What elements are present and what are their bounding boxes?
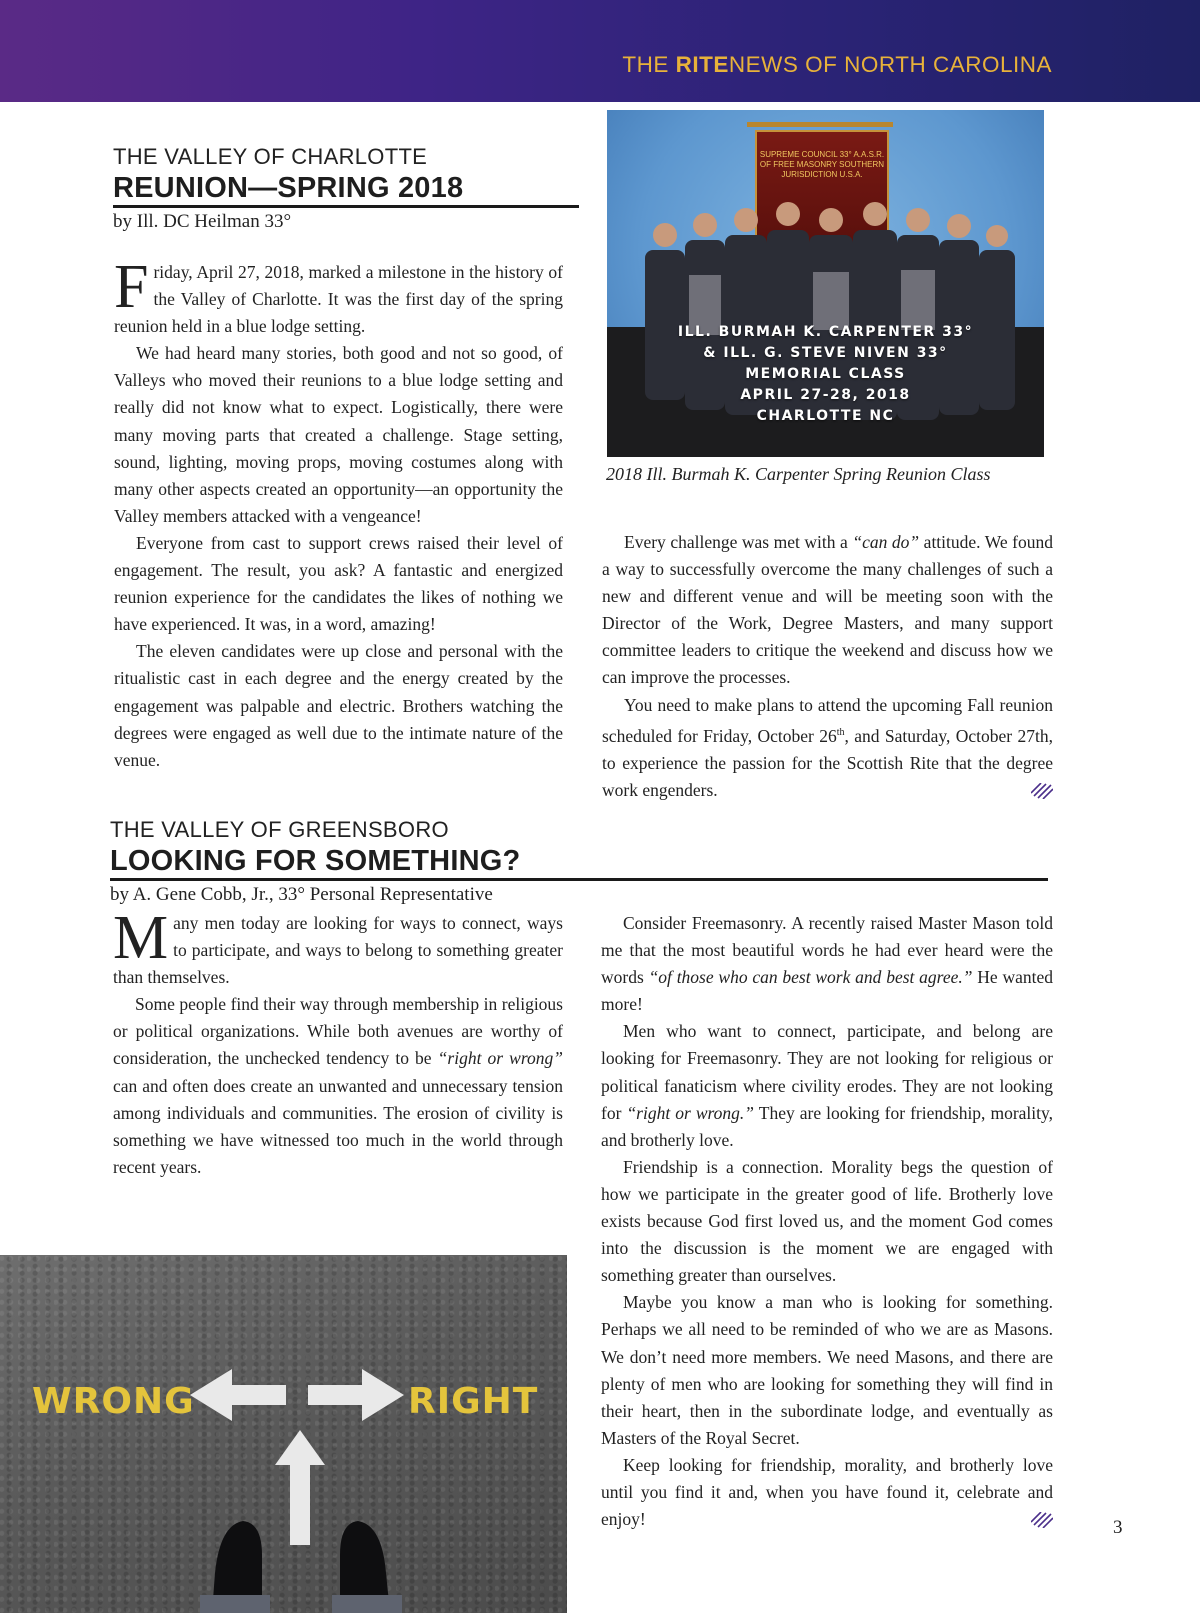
end-mark-icon xyxy=(1031,783,1053,799)
masthead xyxy=(622,52,1052,78)
article1-paragraph: Friday, April 27, 2018, marked a milestone in the history of the Valley of Charlotte. It was the first day of the spring reunion held in a blue lodge setting. xyxy=(114,253,563,337)
article1-byline: by Ill. DC Heilman 33° xyxy=(113,211,292,232)
article2-dropcap: M xyxy=(113,904,169,972)
article1-dropcap: F xyxy=(114,253,149,321)
article1-column-left xyxy=(114,253,563,774)
left-arrow-icon xyxy=(190,1369,286,1421)
masthead-the: THE xyxy=(622,52,676,77)
reunion-class-photo xyxy=(607,110,1044,457)
article1-heading xyxy=(113,144,579,233)
article2-paragraph: Keep looking for friendship, morality, and brotherly love until you find it and, when you have found it, celebrate and enjoy! xyxy=(601,1454,1053,1530)
road-arrows-and-shoes-illustration xyxy=(0,1255,567,1613)
right-sign-text: RIGHT xyxy=(408,1381,539,1422)
up-arrow-icon xyxy=(275,1430,325,1545)
banner-pole xyxy=(747,122,893,127)
article2-paragraph: Friendship is a connection. Morality begs the question of how we participate in the greater good of life. Brotherly love exists because God first loved us, and the moment God comes into the discussion is the moment we are engaged with something greater than ourselves. xyxy=(601,1156,1053,1286)
masthead-rite: RITE xyxy=(675,52,729,77)
article2-paragraph: Many men today are looking for ways to connect, ways to participate, and ways to belong to something greater than themselves. xyxy=(113,904,563,988)
article1-paragraph: Everyone from cast to support crews raised their level of engagement. The result, you ask? A fantastic and energized reunion experience for the candidates the likes of nothing we have experienced. It was, in a word, amazing! xyxy=(114,532,563,635)
article2-byline: by A. Gene Cobb, Jr., 33° Personal Representative xyxy=(110,884,493,905)
article1-paragraph: We had heard many stories, both good and not so good, of Valleys who moved their reunions to a blue lodge setting and really did not know what to expect. Logistically, there were many moving parts that created a challenge. Stage setting, sound, lighting, moving props, moving costumes along with many other aspects created an opportunity—an opportunity the Valley members attacked with a vengeance! xyxy=(114,343,563,526)
right-arrow-icon xyxy=(308,1369,404,1421)
article2-heading xyxy=(110,817,1048,906)
article2-paragraph: Consider Freemasonry. A recently raised Master Mason told me that the most beautiful words he had ever heard were the words “of those who can best work and best agree.” He wanted more! xyxy=(601,913,1053,1015)
article1-paragraph: Every challenge was met with a “can do” attitude. We found a way to successfully overcome the many challenges of such a new and different venue and will be meeting soon with the Director of the Work, Degree Masters, and many support committee leaders to critique the weekend and discuss how we can improve the processes. xyxy=(602,532,1053,688)
banner-text: SUPREME COUNCIL 33° A.A.S.R. OF FREE MASONRY SOUTHERN JURISDICTION U.S.A. xyxy=(759,150,885,179)
article1-valley: THE VALLEY OF CHARLOTTE xyxy=(113,144,428,169)
masthead-rest: NEWS OF NORTH CAROLINA xyxy=(728,52,1052,77)
header-band xyxy=(0,0,1200,102)
article1-column-right xyxy=(602,529,1053,804)
article2-paragraph: Men who want to connect, participate, and belong are looking for Freemasonry. They are not looking for religious or political fanaticism where civility erodes. They are not looking for “right or wrong.” They are looking for friendship, morality, and brotherly love. xyxy=(601,1021,1054,1150)
end-mark-icon xyxy=(1031,1512,1053,1528)
article2-title: LOOKING FOR SOMETHING? xyxy=(110,845,521,877)
article1-paragraph: The eleven candidates were up close and personal with the ritualistic cast in each degree and the energy created by the engagement was palpable and electric. Brothers watching the degrees were engaged as well due to the intimate nature of the venue. xyxy=(114,641,563,770)
article1-rule xyxy=(113,205,579,208)
article2-paragraph: Maybe you know a man who is looking for something. Perhaps we all need to be reminded of who we are as Masons. We don’t need more members. We need Masons, and there are plenty of men who are looking for something they will find in their heart, then in the subordinate lodge, and eventually as Masters of the Royal Secret. xyxy=(601,1292,1053,1448)
photo-overlay-text: ILL. BURMAH K. CARPENTER 33° & ILL. G. STEVE NIVEN 33° MEMORIAL CLASS APRIL 27-28, 2018 CHARLOTTE NC xyxy=(677,324,974,424)
photo-caption: 2018 Ill. Burmah K. Carpenter Spring Reunion Class xyxy=(606,464,991,484)
wrong-sign-text: WRONG xyxy=(32,1381,195,1422)
article2-rule xyxy=(110,878,1048,881)
article2-valley: THE VALLEY OF GREENSBORO xyxy=(110,817,449,842)
wrong-right-road-image xyxy=(0,1255,567,1613)
article2-paragraph: Some people find their way through membership in religious or political organizations. While both avenues are worthy of consideration, the unchecked tendency to be “right or wrong” can and often does create an unwanted and unnecessary tension among individuals and communities. The erosion of civility is something we have witnessed too much in the world through recent years. xyxy=(113,994,563,1177)
article1-paragraph: You need to make plans to attend the upcoming Fall reunion scheduled for Friday, October 26th, and Saturday, October 27th, to experience the passion for the Scottish Rite that the degree work engenders. xyxy=(602,694,1054,800)
article1-title: REUNION—SPRING 2018 xyxy=(113,172,464,204)
article2-column-right xyxy=(601,910,1053,1533)
article2-column-left xyxy=(113,904,563,1181)
page-number: 3 xyxy=(1113,1517,1123,1538)
